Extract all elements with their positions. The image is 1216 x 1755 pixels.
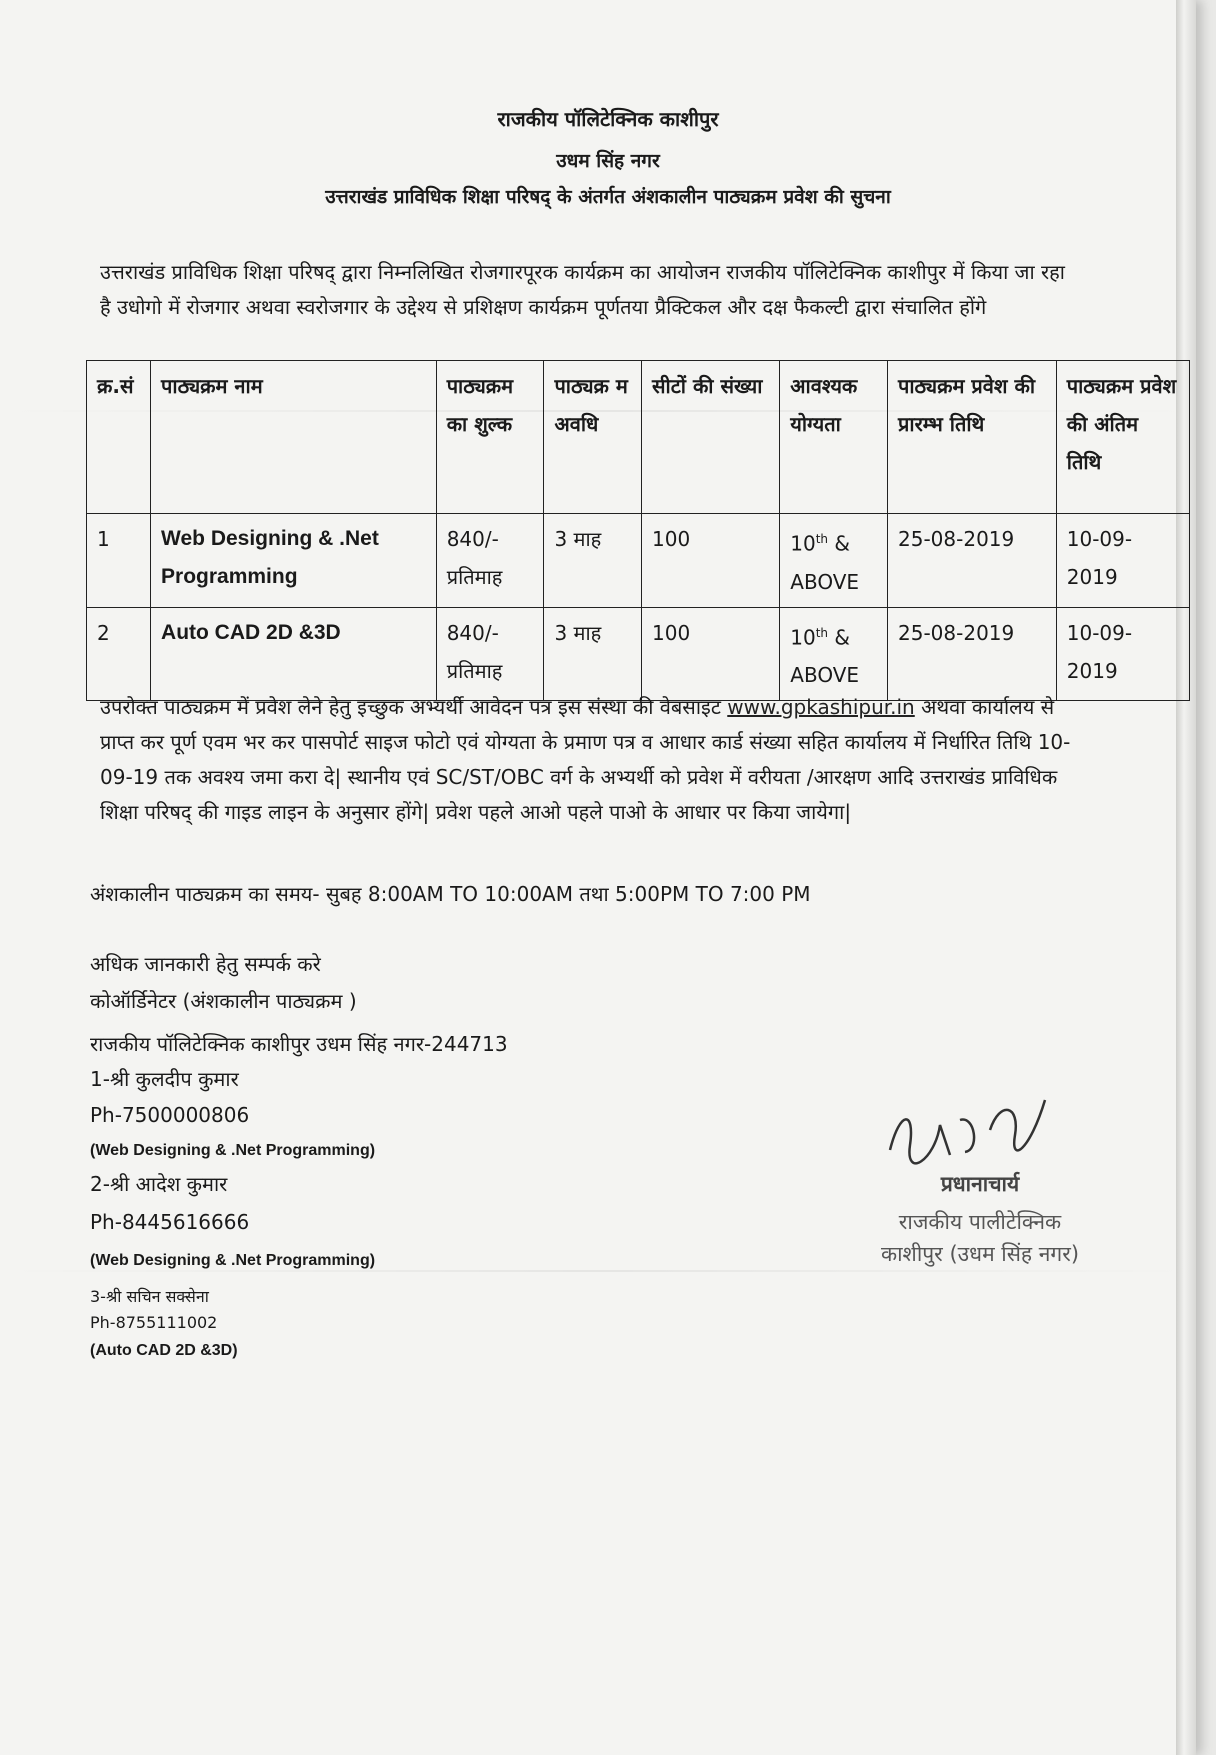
header-end-date: पाठ्यक्रम प्रवेश की अंतिम तिथि: [1056, 361, 1189, 514]
application-text: उपरोक्त पाठ्यक्रम में प्रवेश लेने हेतु इच्छुक अभ्यर्थी आवेदन पत्र इस संस्था की वेबसाइट: [100, 695, 728, 719]
contact-person-phone: Ph-7500000806: [90, 1103, 250, 1127]
cell-start-date: 25-08-2019: [888, 607, 1057, 701]
header-seats: सीटों की संख्या: [642, 361, 780, 514]
header-qualification: आवश्यक योग्यता: [780, 361, 888, 514]
cell-end-date: 10-09-2019: [1056, 514, 1189, 608]
cell-duration: 3 माह: [544, 514, 642, 608]
cell-course-name: Auto CAD 2D &3D: [151, 607, 437, 701]
table-header-row: [87, 361, 1190, 514]
contact-person-phone: Ph-8445616666: [90, 1210, 250, 1234]
contact-intro: अधिक जानकारी हेतु सम्पर्क करे: [90, 952, 321, 976]
application-paragraph: [100, 690, 1075, 830]
table-row: [87, 514, 1190, 608]
seal-line-1: राजकीय पालीटेक्निक: [898, 1210, 1062, 1234]
qual-suffix: th: [815, 625, 829, 640]
cell-sno: 1: [87, 514, 151, 608]
cell-sno: 2: [87, 607, 151, 701]
contact-role: कोऑर्डिनेटर (अंशकालीन पाठ्यक्रम ): [90, 989, 357, 1013]
cell-duration: 3 माह: [544, 607, 642, 701]
cell-seats: 100: [642, 514, 780, 608]
contact-person-name: 2-श्री आदेश कुमार: [90, 1172, 228, 1196]
contact-address: राजकीय पॉलिटेक्निक काशीपुर उधम सिंह नगर-244713: [90, 1032, 508, 1056]
contact-person-phone: Ph-8755111002: [90, 1313, 218, 1332]
cell-fee: 840/- प्रतिमाह: [436, 514, 544, 608]
cell-course-name: Web Designing & .Net Programming: [151, 514, 437, 608]
contact-person-course: (Auto CAD 2D &3D): [90, 1342, 238, 1359]
district-name: उधम सिंह नगर: [556, 150, 660, 172]
course-table: [86, 360, 1190, 701]
contact-person-course: (Web Designing & .Net Programming): [90, 1252, 376, 1269]
header-sno: क्र.सं: [87, 361, 151, 514]
cell-end-date: 10-09-2019: [1056, 607, 1189, 701]
qual-rest: & ABOVE: [790, 531, 860, 594]
contact-person-name: 3-श्री सचिन सक्सेना: [90, 1287, 209, 1306]
cell-start-date: 25-08-2019: [888, 514, 1057, 608]
institution-name: राजकीय पॉलिटेक्निक काशीपुर: [497, 107, 719, 131]
cell-fee: 840/- प्रतिमाह: [436, 607, 544, 701]
website-link[interactable]: www.gpkashipur.in: [727, 695, 915, 719]
intro-paragraph: उत्तराखंड प्राविधिक शिक्षा परिषद् द्वारा निम्नलिखित रोजगारपूरक कार्यक्रम का आयोजन राजकीय पॉलिटेक्निक काशीपुर में किया जा रहा है उधोगो में रोजगार अथवा स्वरोजगार के उद्देश्य से प्रशिक्षण कार्यक्रम पूर्णतया प्रैक्टिकल और दक्ष फैकल्टी द्वारा संचालित होंगे: [100, 260, 1065, 319]
qual-rest: & ABOVE: [790, 625, 860, 688]
cell-qualification: [780, 607, 888, 701]
course-timing: अंशकालीन पाठ्यक्रम का समय- सुबह 8:00AM TO 10:00AM तथा 5:00PM TO 7:00 PM: [90, 882, 811, 906]
paper-edge: [1176, 0, 1196, 1755]
notice-title: उत्तराखंड प्राविधिक शिक्षा परिषद् के अंतर्गत अंशकालीन पाठ्यक्रम प्रवेश की सुचना: [325, 186, 891, 208]
header-start-date: पाठ्यक्रम प्रवेश की प्रारम्भ तिथि: [888, 361, 1057, 514]
header-duration: पाठ्यक्र म अवधि: [544, 361, 642, 514]
contact-person-name: 1-श्री कुलदीप कुमार: [90, 1067, 239, 1091]
signature-block: [850, 1090, 1110, 1290]
header-fee: पाठ्यक्रम का शुल्क: [436, 361, 544, 514]
table-row: [87, 607, 1190, 701]
contact-person-course: (Web Designing & .Net Programming): [90, 1142, 376, 1159]
qual-number: 10: [790, 531, 816, 556]
cell-qualification: [780, 514, 888, 608]
cell-seats: 100: [642, 607, 780, 701]
seal-line-2: काशीपुर (उधम सिंह नगर): [880, 1242, 1080, 1266]
application-text-cont: अथवा कार्यालय से प्राप्त कर पूर्ण एवम भर कर पासपोर्ट साइज फोटो एवं योग्यता के प्रमाण पत्र व आधार कार्ड संख्या सहित कार्यालय में निर्धारित तिथि 10-09-19 तक अवश्य जमा करा दे| स्थानीय एवं SC/ST/OBC वर्ग के अभ्यर्थी को प्रवेश में वरीयता /आरक्षण आदि उत्तराखंड प्राविधिक शिक्षा परिषद् की गाइड लाइन के अनुसार होंगे| प्रवेश पहले आओ पहले पाओ के आधार पर किया जायेगा|: [100, 695, 1071, 824]
principal-title: प्रधानाचार्य: [940, 1172, 1020, 1196]
qual-number: 10: [790, 625, 816, 650]
header-course-name: पाठ्यक्रम नाम: [151, 361, 437, 514]
qual-suffix: th: [815, 532, 829, 546]
handwritten-signature: [880, 1090, 1060, 1170]
